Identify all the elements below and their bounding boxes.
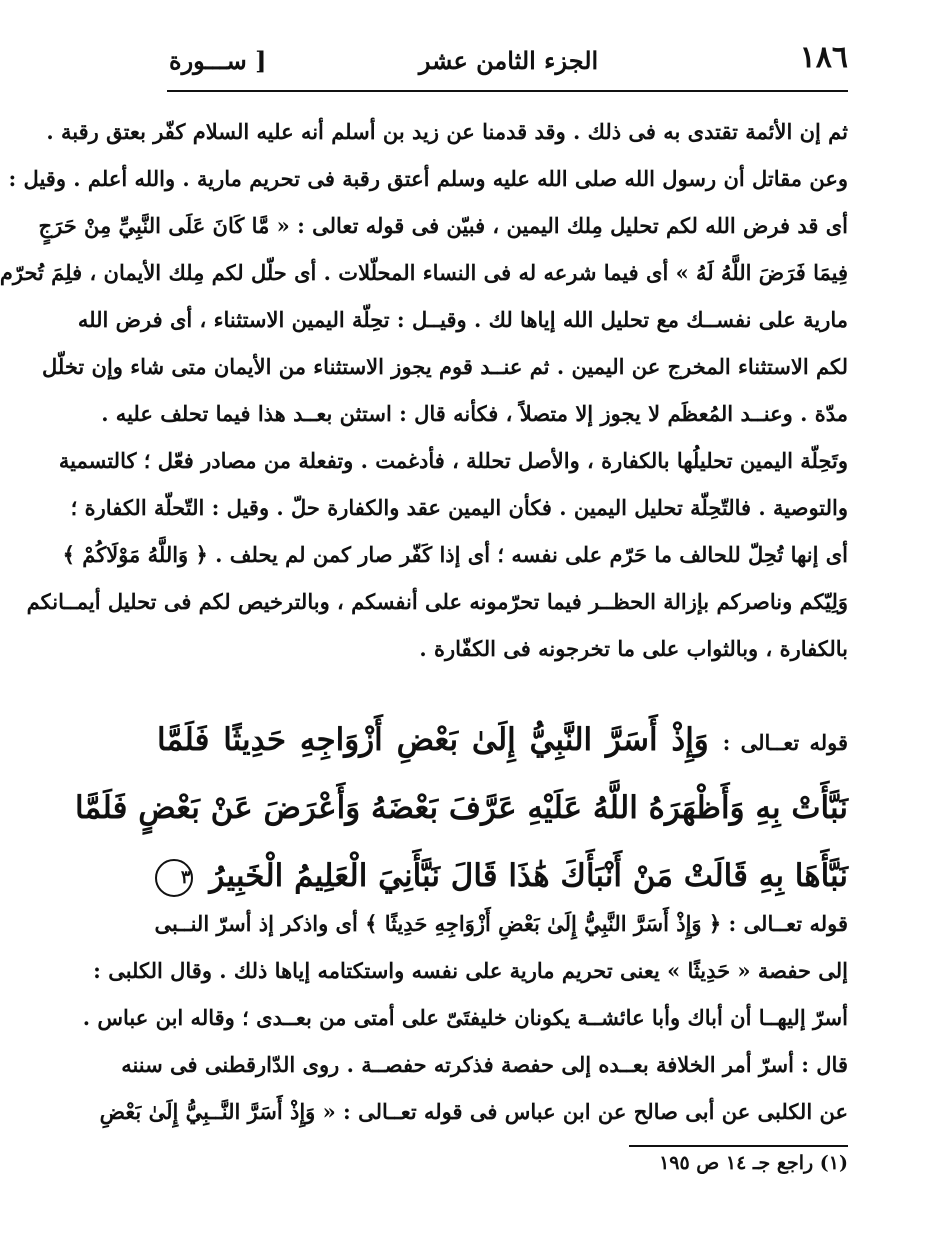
header-divider <box>167 90 848 92</box>
text-line: عن الكلبى عن أبى صالح عن ابن عباس فى قوله تعــالى : « وَإِذْ أَسَرَّ النَّــبِيُّ إِلَىٰ بَعْضِ <box>99 1099 848 1124</box>
surah-label: [ ســـورة <box>169 46 267 75</box>
text-line: وتَحِلّة اليمين تحليلُها بالكفارة ، والأصل تحللة ، فأدغمت . وتفعلة من مصادر فعّل ؛ كالتسمية <box>58 448 848 473</box>
text-line: فِيمَا فَرَضَ اللَّهُ لَهُ » أى فيما شرعه له فى النساء المحلّلات . أى حلّل لكم مِلك الأيمان ، فلِمَ تُحرّم <box>0 260 848 285</box>
text-line: وعن مقاتل أن رسول الله صلى الله عليه وسلم أعتق رقبة فى تحريم مارية . والله أعلم . وقيل : <box>8 166 848 191</box>
juz-title: الجزء الثامن عشر <box>418 46 599 75</box>
ayah-number-marker: ٣ <box>155 859 193 897</box>
footnote-divider <box>629 1145 848 1147</box>
text-line: والتوصية . فالتّحِلّة تحليل اليمين . فكأن اليمين عقد والكفارة حلّ . وقيل : التّحلّة الكفارة ؛ <box>70 495 848 520</box>
verse-line: نَبَّأَتْ بِهِ وَأَظْهَرَهُ اللَّهُ عَلَيْهِ عَرَّفَ بَعْضَهُ وَأَعْرَضَ عَنْ بَعْضٍ فَلَمَّا <box>75 790 848 826</box>
text-line: قوله تعــالى : ﴿ وَإِذْ أَسَرَّ النَّبِيُّ إِلَىٰ بَعْضِ أَزْوَاجِهِ حَدِيثًا ﴾ أى واذكر إذ أسرّ النــبى <box>154 911 848 936</box>
text-line: لكم الاستثناء المخرج عن اليمين . ثم عنــد قوم يجوز الاستثناء من الأيمان متى شاء وإن تخلّل <box>41 354 848 379</box>
text-line: وَلِيّكم وناصركم بإزالة الحظــر فيما تحرّمونه على أنفسكم ، وبالترخيص لكم فى تحليل أيمــانكم <box>26 589 848 614</box>
verse-intro: قوله تعــالى : <box>722 730 849 755</box>
verse-text: نَبَّأَهَا بِهِ قَالَتْ مَنْ أَنْبَأَكَ هَٰذَا قَالَ نَبَّأَنِيَ الْعَلِيمُ الْخَبِيرُ <box>209 858 848 894</box>
text-line: ثم إن الأئمة تقتدى به فى ذلك . وقد قدمنا عن زيد بن أسلم أنه عليه السلام كفّر بعتق رقبة . <box>46 119 848 144</box>
verse-text: وَإِذْ أَسَرَّ النَّبِيُّ إِلَىٰ بَعْضِ أَزْوَاجِهِ حَدِيثًا فَلَمَّا <box>157 722 709 758</box>
text-line: أى إنها تُحِلّ للحالف ما حَرّم على نفسه ؛ أى إذا كَفّر صار كمن لم يحلف . ﴿ وَاللَّهُ مَوْلَاكُمْ ﴾ <box>62 542 848 567</box>
commentary-block <box>0 108 848 672</box>
footnote: (١) راجع جـ ١٤ ص ١٩٥ <box>659 1152 848 1174</box>
text-line: مارية على نفســك مع تحليل الله إياها لك . وقيــل : تحِلّة اليمين الاستثناء ، أى فرض الله <box>77 307 848 332</box>
text-line: قال : أسرّ أمر الخلافة بعــده إلى حفصة فذكرته حفصــة . روى الدّارقطنى فى سننه <box>121 1052 848 1077</box>
text-line: أى قد فرض الله لكم تحليل مِلك اليمين ، فبيّن فى قوله تعالى : « مَّا كَانَ عَلَى النَّبِيِّ مِنْ حَرَجٍ <box>38 213 848 238</box>
text-line: أسرّ إليهــا أن أباك وأبا عائشــة يكونان خليفتَىّ على أمتى من بعــدى ؛ وقاله ابن عباس . <box>82 1005 848 1030</box>
commentary-block-2 <box>82 900 848 1135</box>
text-line: بالكفارة ، وبالثواب على ما تخرجونه فى الكفّارة . <box>419 636 848 661</box>
quran-verse-block <box>75 706 849 910</box>
verse-line <box>157 706 848 774</box>
page-header <box>169 38 848 90</box>
text-line: إلى حفصة « حَدِيثًا » يعنى تحريم مارية على نفسه واستكتامه إياها ذلك . وقال الكلبى : <box>93 958 848 983</box>
page-number: ١٨٦ <box>799 40 848 75</box>
text-line: مدّة . وعنــد المُعظَم لا يجوز إلا متصلاً ، فكأنه قال : استثن بعــد هذا فيما تحلف عليه . <box>101 401 848 426</box>
